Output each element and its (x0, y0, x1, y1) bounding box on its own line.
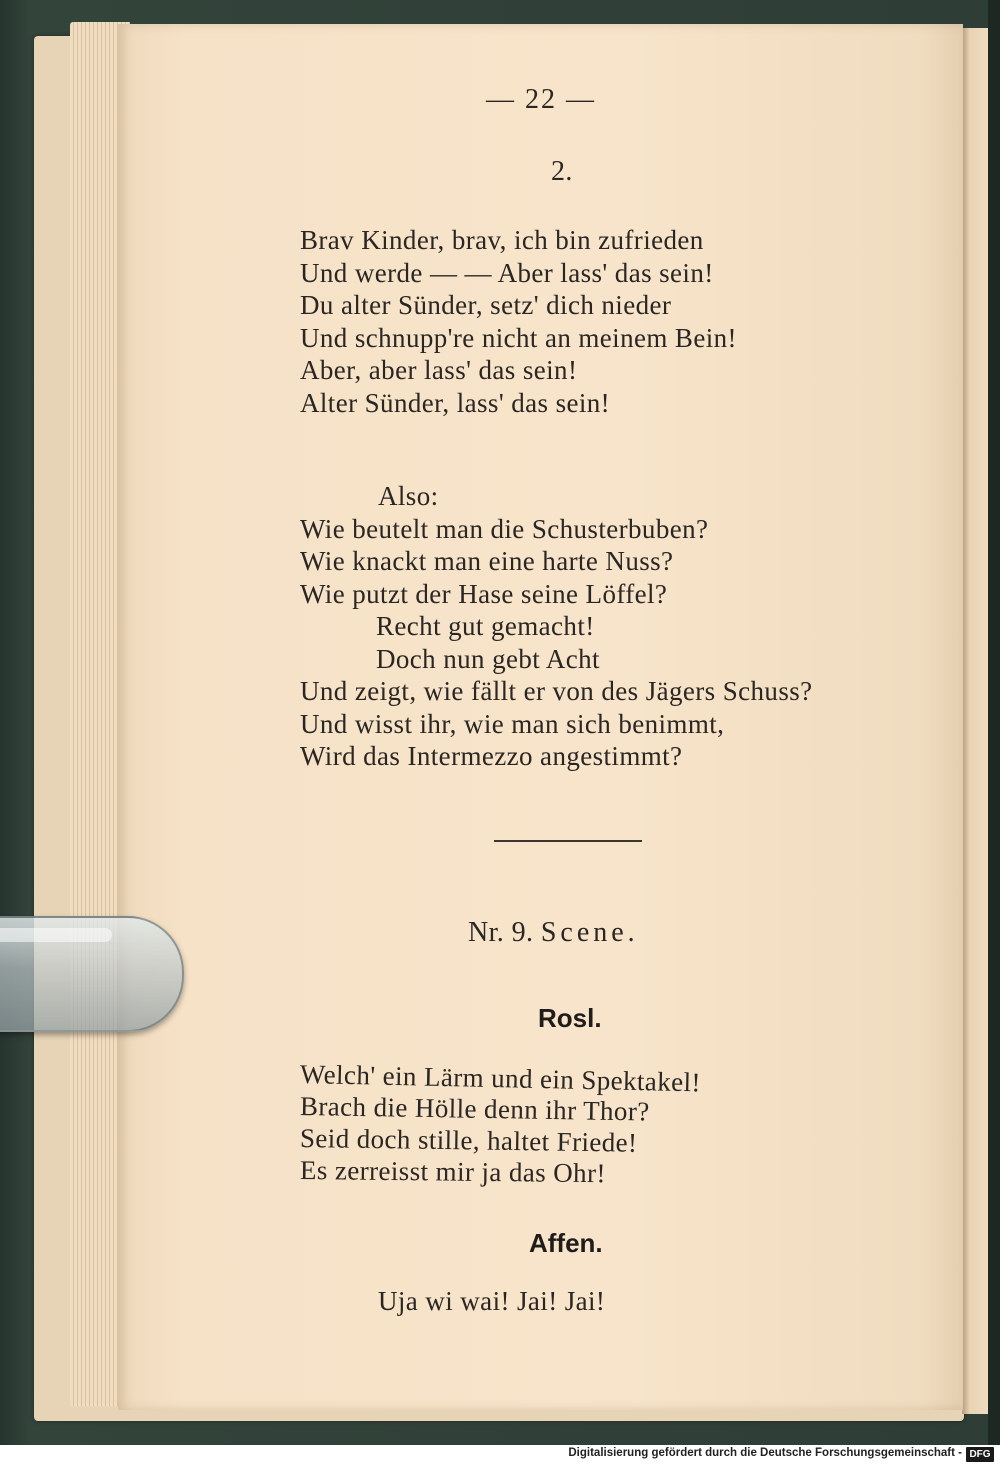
section-divider (494, 840, 642, 842)
verse-line: Doch nun gebt Acht (376, 643, 600, 674)
dfg-logo: DFG (966, 1447, 994, 1462)
scene-number: Nr. 9. (468, 917, 534, 948)
verse-line: Aber, aber lass' das sein! (300, 355, 578, 385)
verse-line: Recht gut gemacht! (376, 611, 595, 641)
song-number: 2. (551, 156, 573, 187)
verse-line: Es zerreisst mir ja das Ohr! (299, 1155, 606, 1189)
stanza-1 (300, 224, 737, 419)
verse-line: Du alter Sünder, setz' dich nieder (300, 290, 672, 320)
page-clip (0, 916, 184, 1032)
verse-line: Wie putzt der Hase seine Löffel? (300, 578, 668, 609)
verse-line: Und schnupp're nicht an meinem Bein! (300, 322, 737, 353)
scan-right-border (988, 0, 1000, 1445)
verse-line: Und werde — — Aber lass' das sein! (300, 257, 714, 288)
speaker-name: Rosl. (538, 1003, 602, 1033)
next-page-edge (962, 28, 988, 1414)
verse-line: Welch' ein Lärm und ein Spektakel! (299, 1059, 702, 1098)
stanza-2 (300, 480, 813, 773)
scene-word: Scene. (540, 917, 639, 948)
verse-line: Und zeigt, wie fällt er von des Jägers Schuss? (300, 676, 813, 706)
verse-line: Wie beutelt man die Schusterbuben? (300, 513, 709, 544)
stanza-3 (299, 1058, 702, 1189)
verse-line: Und wisst ihr, wie man sich benimmt, (300, 708, 725, 739)
verse-line: Brav Kinder, brav, ich bin zufrieden (300, 225, 704, 255)
speaker-name: Affen. (529, 1228, 603, 1258)
scene-title (468, 917, 639, 949)
footer-bar (0, 1445, 1000, 1465)
verse-line: Also: (378, 481, 439, 511)
funding-credit: Digitalisierung gefördert durch die Deutsche Forschungsgemeinschaft - (568, 1447, 962, 1459)
verse-line: Seid doch stille, haltet Friede! (299, 1123, 638, 1158)
clip-highlight (0, 928, 112, 942)
verse-line: Brach die Hölle denn ihr Thor? (299, 1091, 650, 1127)
verse-line: Wird das Intermezzo angestimmt? (300, 741, 683, 771)
final-verse-line: Uja wi wai! Jai! Jai! (378, 1286, 606, 1316)
verse-line: Wie knackt man eine harte Nuss? (300, 546, 674, 576)
page-number: — 22 — (486, 84, 596, 115)
verse-line: Alter Sünder, lass' das sein! (300, 387, 611, 418)
